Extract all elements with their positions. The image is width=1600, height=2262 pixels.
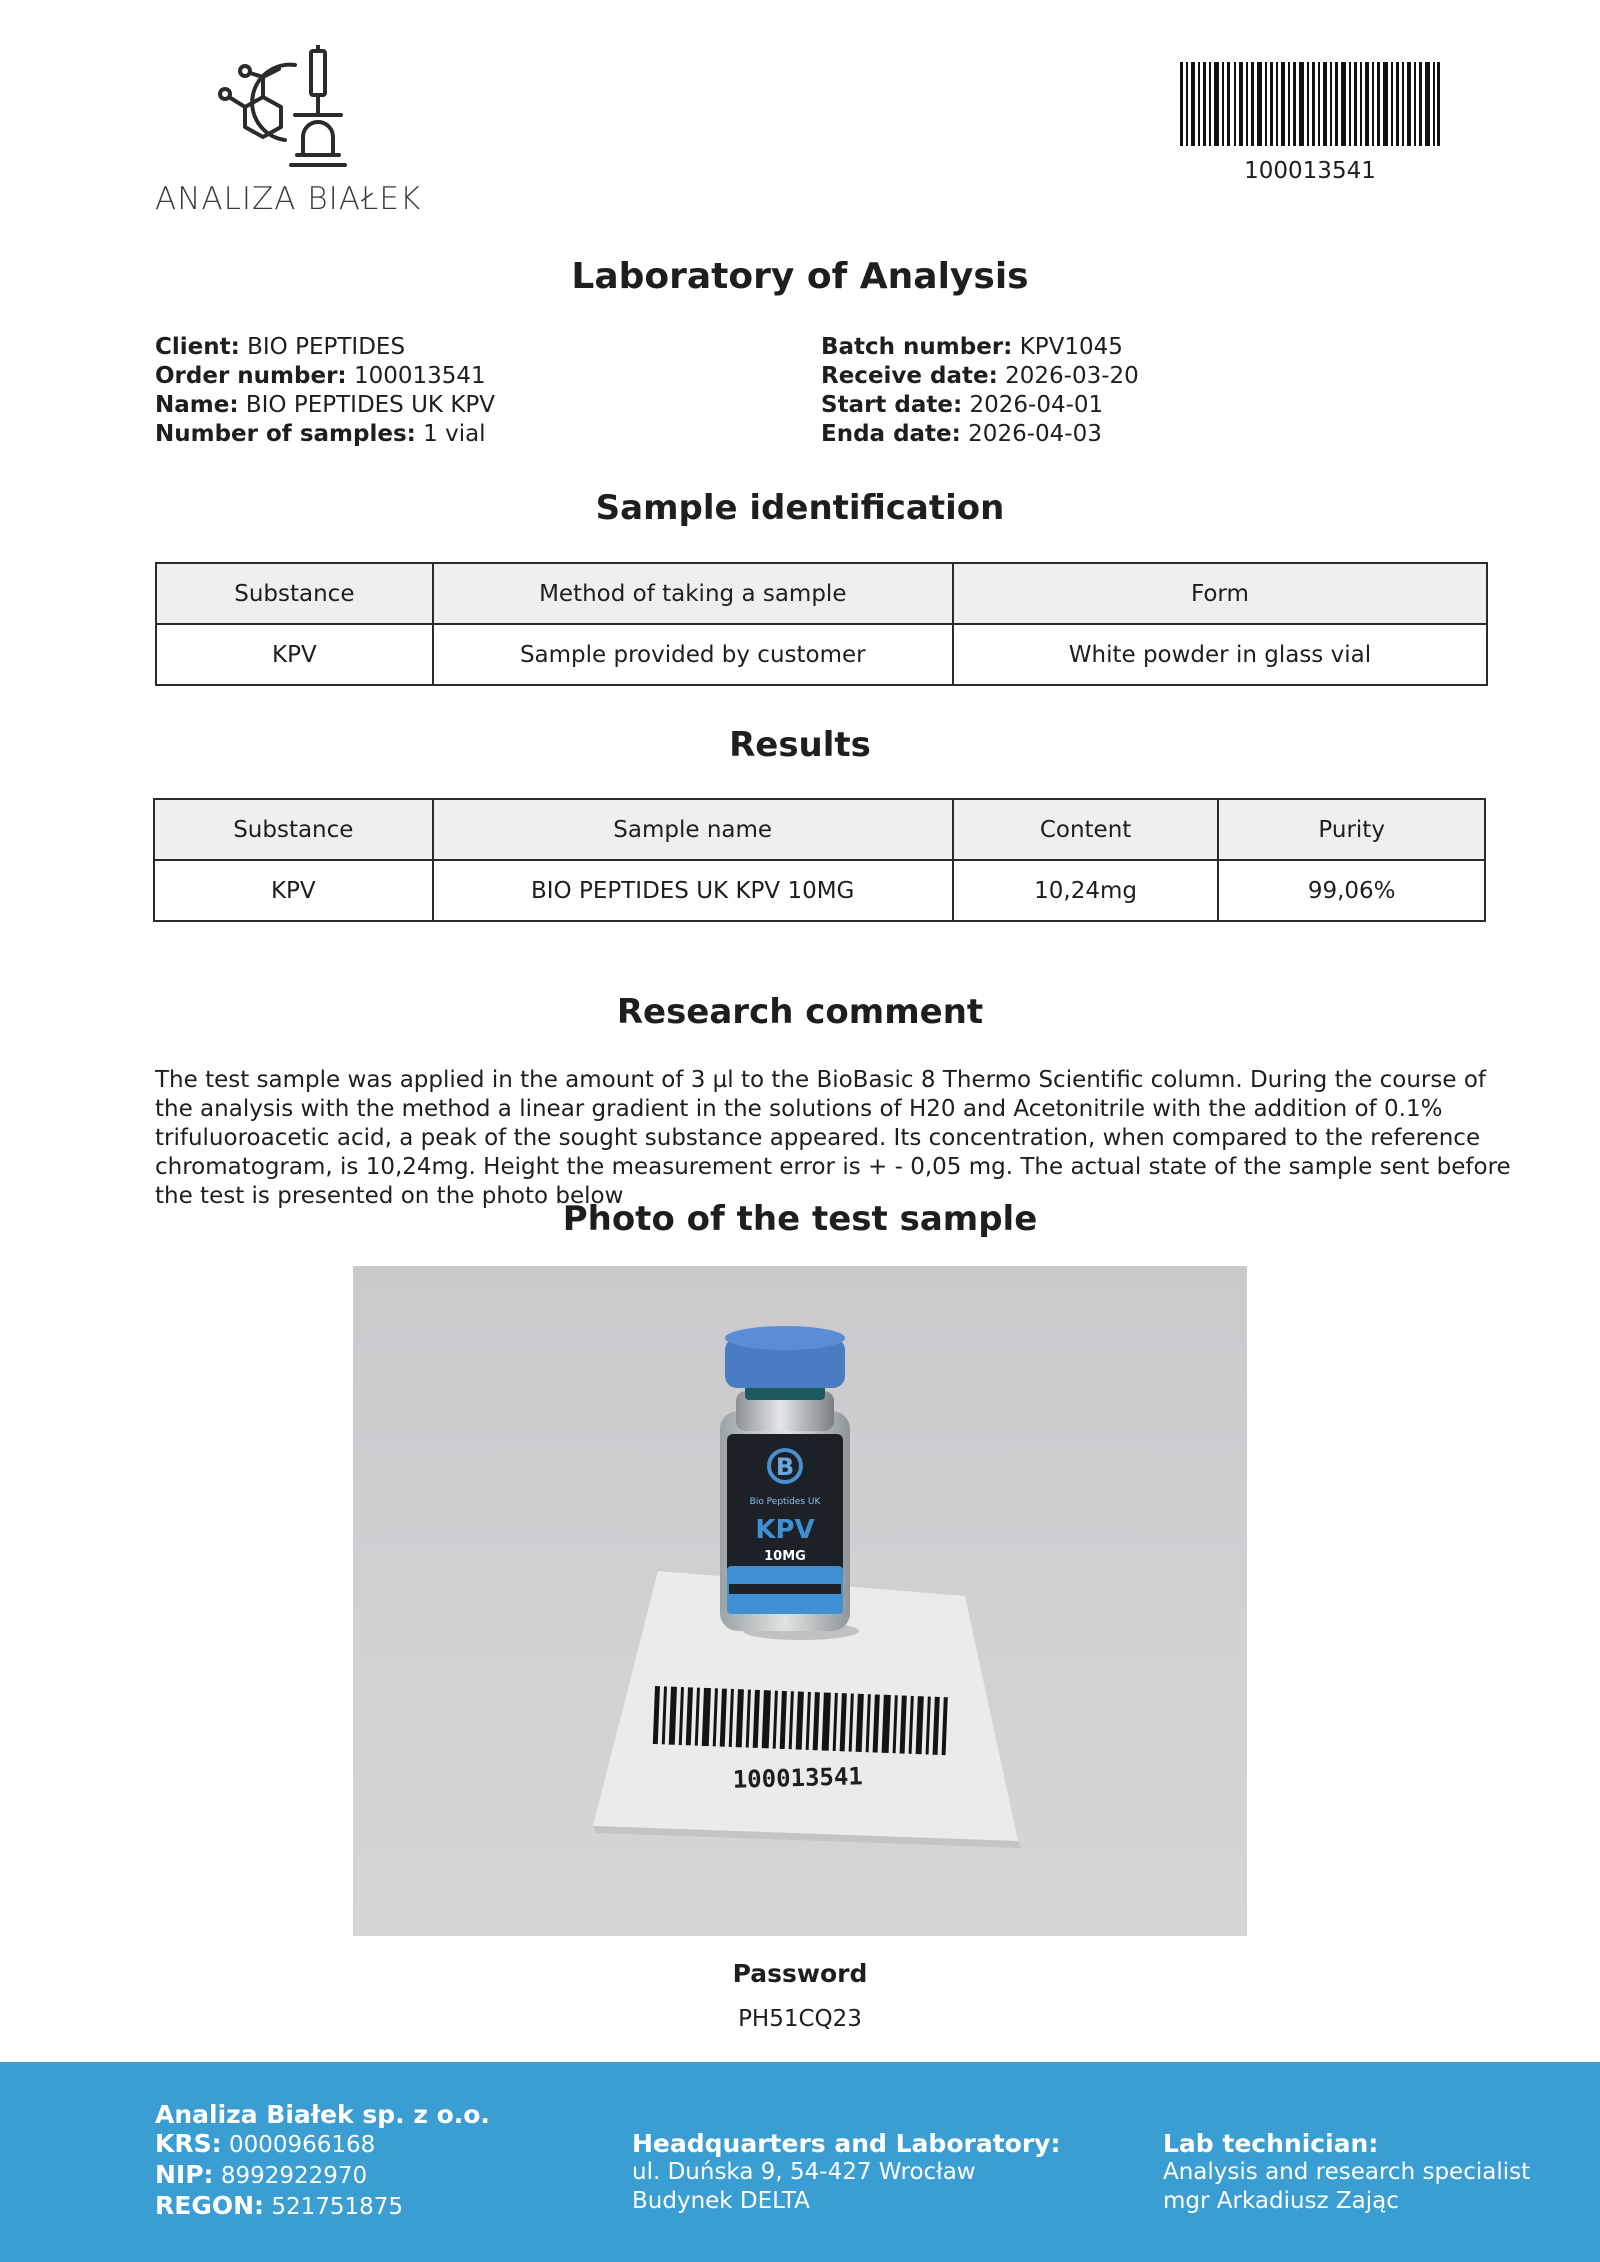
table-cell: BIO PEPTIDES UK KPV 10MG bbox=[433, 860, 953, 921]
table-header-row bbox=[156, 563, 1487, 624]
sample-identification-heading: Sample identification bbox=[595, 488, 1005, 528]
sample-photo bbox=[353, 1266, 1247, 1936]
company-name: Analiza Białek sp. z o.o. bbox=[155, 2100, 490, 2129]
name-row: Name: BIO PEPTIDES UK KPV bbox=[155, 392, 496, 418]
batch-info bbox=[821, 333, 1139, 449]
vial-product: KPV bbox=[755, 1515, 815, 1545]
sample-identification-table bbox=[155, 562, 1488, 686]
password-label: Password bbox=[732, 1959, 868, 1988]
company-details bbox=[155, 2100, 490, 2222]
table-cell: Sample provided by customer bbox=[433, 624, 953, 685]
lab-technician-name: mgr Arkadiusz Zając bbox=[1163, 2188, 1399, 2214]
table-cell: KPV bbox=[156, 624, 433, 685]
vial-brand: Bio Peptides UK bbox=[749, 1497, 821, 1507]
nip-row: NIP: 8992922970 bbox=[155, 2160, 368, 2189]
table-header-row bbox=[154, 799, 1485, 860]
headquarters-details bbox=[632, 2129, 1060, 2216]
order-number-row: Order number: 100013541 bbox=[155, 363, 486, 389]
headquarters-title: Headquarters and Laboratory: bbox=[632, 2129, 1061, 2158]
batch-number-row: Batch number: KPV1045 bbox=[821, 334, 1123, 360]
krs-row: KRS: 0000966168 bbox=[155, 2129, 376, 2158]
barcode-number: 100013541 bbox=[1244, 158, 1376, 184]
lab-technician-title: Lab technician: bbox=[1163, 2129, 1379, 2158]
page-title: Laboratory of Analysis bbox=[571, 256, 1029, 297]
client-info bbox=[155, 333, 495, 449]
lab-technician-role: Analysis and research specialist bbox=[1163, 2159, 1531, 2185]
header-cell: Sample name bbox=[433, 799, 953, 860]
company-logo bbox=[155, 45, 422, 220]
barcode bbox=[1180, 62, 1440, 146]
vial-dose: 10MG bbox=[764, 1549, 806, 1564]
table-row bbox=[154, 860, 1485, 921]
table-cell: KPV bbox=[154, 860, 433, 921]
header-cell: Content bbox=[953, 799, 1219, 860]
footer bbox=[0, 2062, 1600, 2262]
header-cell: Form bbox=[953, 563, 1487, 624]
card-barcode-number: 100013541 bbox=[732, 1762, 864, 1794]
lab-technician-details bbox=[1163, 2129, 1530, 2216]
client-row: Client: BIO PEPTIDES bbox=[155, 334, 406, 360]
photo-heading: Photo of the test sample bbox=[562, 1199, 1038, 1239]
results-table bbox=[153, 798, 1486, 922]
headquarters-building: Budynek DELTA bbox=[632, 2188, 810, 2214]
research-comment-heading: Research comment bbox=[616, 992, 984, 1032]
number-of-samples-row: Number of samples: 1 vial bbox=[155, 421, 486, 447]
header-cell: Purity bbox=[1218, 799, 1485, 860]
start-date-row: Start date: 2026-04-01 bbox=[821, 392, 1104, 418]
header-cell: Substance bbox=[154, 799, 433, 860]
password-value: PH51CQ23 bbox=[738, 2006, 862, 2032]
svg-text:B: B bbox=[775, 1453, 795, 1481]
vial-photo-illustration bbox=[353, 1266, 1247, 1936]
header-cell: Method of taking a sample bbox=[433, 563, 953, 624]
research-comment-text: The test sample was applied in the amount of 3 µl to the BioBasic 8 Thermo Scientific column. During the course of the analysis with the method a linear gradient in the solutions of H20 and Acetonitrile with the addition of 0.1% trifuluoroacetic acid, a peak of the sought substance appeared. Its concentration, when compared to the reference chromatogram, is 10,24mg. Height the measurement error is + - 0,05 mg. The actual state of the sample sent before the test is presented on the photo below bbox=[155, 1067, 1511, 1209]
headquarters-address: ul. Duńska 9, 54-427 Wrocław bbox=[632, 2159, 976, 2185]
table-cell: 99,06% bbox=[1218, 860, 1485, 921]
table-row bbox=[156, 624, 1487, 685]
table-cell: White powder in glass vial bbox=[953, 624, 1487, 685]
header-cell: Substance bbox=[156, 563, 433, 624]
regon-row: REGON: 521751875 bbox=[155, 2191, 404, 2220]
results-heading: Results bbox=[729, 725, 871, 765]
table-cell: 10,24mg bbox=[953, 860, 1219, 921]
receive-date-row: Receive date: 2026-03-20 bbox=[821, 363, 1139, 389]
logo-text: ANALIZA BIAŁEK bbox=[155, 181, 422, 217]
molecule-microscope-icon bbox=[215, 45, 365, 170]
end-date-row: Enda date: 2026-04-03 bbox=[821, 421, 1102, 447]
